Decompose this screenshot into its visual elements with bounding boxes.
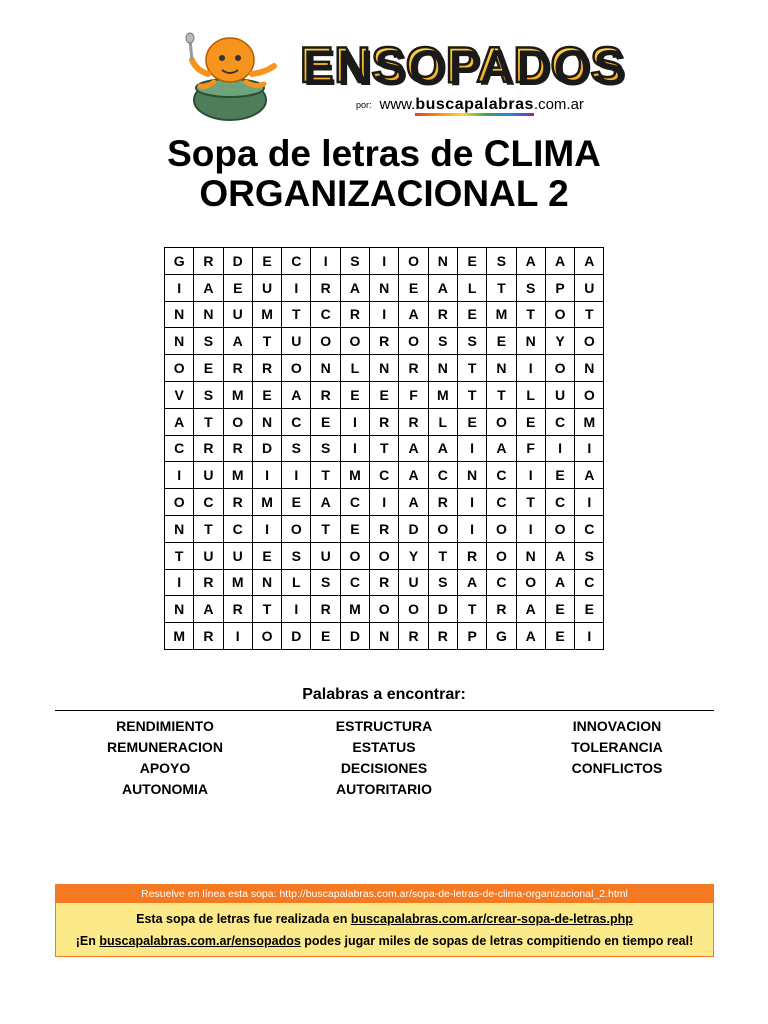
grid-cell: R xyxy=(457,542,486,569)
grid-cell: A xyxy=(516,596,545,623)
grid-cell: O xyxy=(399,248,428,275)
grid-cell: I xyxy=(516,355,545,382)
grid-cell: T xyxy=(457,381,486,408)
grid-cell: M xyxy=(340,462,369,489)
grid-cell: N xyxy=(370,355,399,382)
footer-body xyxy=(56,903,713,956)
word-item: ESTRUCTURA xyxy=(335,718,433,734)
grid-cell: C xyxy=(165,435,194,462)
word-item: RENDIMIENTO xyxy=(116,718,214,734)
grid-cell: M xyxy=(487,301,516,328)
grid-cell: E xyxy=(282,489,311,516)
grid-cell: E xyxy=(487,328,516,355)
word-column-1 xyxy=(55,716,275,800)
header xyxy=(0,0,768,130)
grid-cell: U xyxy=(399,569,428,596)
grid-cell: A xyxy=(545,248,574,275)
grid-cell: I xyxy=(545,435,574,462)
grid-cell: U xyxy=(575,274,604,301)
grid-cell: S xyxy=(516,274,545,301)
grid-cell: A xyxy=(516,623,545,650)
grid-cell: A xyxy=(428,274,457,301)
grid-cell: R xyxy=(428,301,457,328)
grid-cell: R xyxy=(370,408,399,435)
grid-cell: R xyxy=(428,623,457,650)
grid-cell: T xyxy=(516,489,545,516)
grid-cell: S xyxy=(282,542,311,569)
grid-cell: N xyxy=(487,355,516,382)
grid-cell: E xyxy=(311,623,340,650)
grid-cell: E xyxy=(545,596,574,623)
grid-cell: D xyxy=(223,248,252,275)
grid-cell: S xyxy=(428,328,457,355)
title-line-2: ORGANIZACIONAL 2 xyxy=(199,173,569,214)
footer-line-2-suffix: podes jugar miles de sopas de letras compitiendo en tiempo real! xyxy=(300,934,694,948)
grid-cell: O xyxy=(487,408,516,435)
grid-cell: U xyxy=(252,274,281,301)
grid-cell: T xyxy=(575,301,604,328)
word-item: TOLERANCIA xyxy=(571,739,663,755)
grid-cell: E xyxy=(575,596,604,623)
grid-cell: T xyxy=(165,542,194,569)
grid-cell: R xyxy=(194,623,223,650)
grid-cell: R xyxy=(370,569,399,596)
word-item: DECISIONES xyxy=(340,760,428,776)
grid-row xyxy=(165,381,604,408)
grid-cell: M xyxy=(340,596,369,623)
grid-cell: T xyxy=(516,301,545,328)
grid-cell: A xyxy=(194,274,223,301)
grid-cell: O xyxy=(545,301,574,328)
grid-cell: O xyxy=(516,569,545,596)
grid-cell: C xyxy=(545,489,574,516)
grid-cell: L xyxy=(340,355,369,382)
grid-cell: F xyxy=(516,435,545,462)
grid-cell: R xyxy=(194,569,223,596)
grid-cell: I xyxy=(165,462,194,489)
grid-cell: F xyxy=(399,381,428,408)
grid-cell: D xyxy=(340,623,369,650)
grid-cell: I xyxy=(516,515,545,542)
byline xyxy=(356,96,584,114)
grid-cell: S xyxy=(340,248,369,275)
word-item: AUTORITARIO xyxy=(336,781,432,797)
footer-line-1 xyxy=(56,908,713,930)
grid-row xyxy=(165,542,604,569)
grid-cell: T xyxy=(194,515,223,542)
grid-cell: O xyxy=(223,408,252,435)
online-solve-link[interactable]: Resuelve en línea esta sopa: http://buscapalabras.com.ar/sopa-de-letras-de-clima-organizacional_2.html xyxy=(56,885,713,903)
grid-cell: I xyxy=(457,489,486,516)
word-item: REMUNERACION xyxy=(107,739,223,755)
words-heading: Palabras a encontrar: xyxy=(302,686,466,703)
grid-row xyxy=(165,462,604,489)
grid-cell: L xyxy=(428,408,457,435)
grid-cell: M xyxy=(428,381,457,408)
grid-cell: G xyxy=(487,623,516,650)
grid-cell: R xyxy=(428,489,457,516)
grid-cell: O xyxy=(575,328,604,355)
grid-cell: N xyxy=(428,355,457,382)
grid-cell: S xyxy=(311,569,340,596)
grid-cell: I xyxy=(340,435,369,462)
grid-cell: I xyxy=(165,274,194,301)
grid-cell: E xyxy=(252,248,281,275)
grid-cell: M xyxy=(223,381,252,408)
grid-cell: A xyxy=(545,569,574,596)
grid-cell: I xyxy=(457,515,486,542)
grid-cell: O xyxy=(340,328,369,355)
footer-line-1-prefix: Esta sopa de letras fue realizada en xyxy=(136,912,351,926)
grid-cell: R xyxy=(487,596,516,623)
grid-cell: N xyxy=(165,596,194,623)
grid-cell: I xyxy=(370,489,399,516)
grid-cell: R xyxy=(223,435,252,462)
grid-cell: R xyxy=(311,596,340,623)
grid-cell: A xyxy=(545,542,574,569)
grid-cell: C xyxy=(575,569,604,596)
brand-logo xyxy=(300,36,625,94)
footer-line-2-prefix: ¡En xyxy=(75,934,100,948)
grid-cell: N xyxy=(516,328,545,355)
grid-cell: O xyxy=(370,542,399,569)
grid-cell: O xyxy=(282,515,311,542)
grid-cell: R xyxy=(223,596,252,623)
grid-cell: T xyxy=(311,515,340,542)
grid-cell: A xyxy=(399,462,428,489)
grid-cell: I xyxy=(340,408,369,435)
divider xyxy=(55,710,714,711)
grid-cell: G xyxy=(165,248,194,275)
grid-cell: N xyxy=(165,328,194,355)
grid-cell: E xyxy=(252,381,281,408)
grid-cell: P xyxy=(545,274,574,301)
grid-cell: U xyxy=(545,381,574,408)
grid-cell: V xyxy=(165,381,194,408)
grid-cell: A xyxy=(282,381,311,408)
grid-cell: T xyxy=(487,274,516,301)
grid-cell: T xyxy=(194,408,223,435)
brand-name: ENSOPADOS xyxy=(300,37,625,93)
grid-cell: D xyxy=(399,515,428,542)
grid-cell: I xyxy=(575,623,604,650)
grid-cell: E xyxy=(311,408,340,435)
word-column-2 xyxy=(274,716,494,800)
grid-cell: S xyxy=(575,542,604,569)
grid-row xyxy=(165,569,604,596)
word-item: INNOVACION xyxy=(572,718,662,734)
word-item: ESTATUS xyxy=(352,739,416,755)
grid-cell: E xyxy=(194,355,223,382)
grid-cell: I xyxy=(370,301,399,328)
grid-cell: I xyxy=(165,569,194,596)
grid-cell: N xyxy=(370,274,399,301)
grid-cell: S xyxy=(194,381,223,408)
grid-cell: S xyxy=(194,328,223,355)
grid-cell: M xyxy=(165,623,194,650)
grid-row xyxy=(165,515,604,542)
grid-cell: M xyxy=(223,462,252,489)
grid-cell: I xyxy=(575,435,604,462)
grid-cell: S xyxy=(457,328,486,355)
grid-cell: I xyxy=(575,489,604,516)
grid-cell: T xyxy=(311,462,340,489)
grid-row xyxy=(165,623,604,650)
grid-row xyxy=(165,355,604,382)
grid-cell: A xyxy=(194,596,223,623)
grid-cell: O xyxy=(545,515,574,542)
grid-cell: E xyxy=(516,408,545,435)
grid-cell: M xyxy=(252,489,281,516)
grid-cell: E xyxy=(340,381,369,408)
grid-cell: I xyxy=(370,248,399,275)
grid-cell: N xyxy=(194,301,223,328)
grid-cell: A xyxy=(165,408,194,435)
grid-cell: S xyxy=(282,435,311,462)
grid-cell: E xyxy=(223,274,252,301)
grid-cell: E xyxy=(457,248,486,275)
grid-cell: C xyxy=(487,489,516,516)
grid-cell: O xyxy=(399,328,428,355)
byline-www: www. xyxy=(379,96,416,113)
grid-cell: R xyxy=(311,274,340,301)
footer-line-2 xyxy=(56,930,713,952)
grid-cell: O xyxy=(487,542,516,569)
grid-cell: R xyxy=(399,408,428,435)
grid-cell: Y xyxy=(399,542,428,569)
grid-cell: M xyxy=(252,301,281,328)
grid-cell: N xyxy=(252,569,281,596)
grid-cell: U xyxy=(223,542,252,569)
grid-cell: T xyxy=(252,596,281,623)
grid-cell: D xyxy=(282,623,311,650)
byline-tld: .com.ar xyxy=(533,96,584,113)
grid-cell: O xyxy=(311,328,340,355)
word-column-3 xyxy=(507,716,727,779)
grid-cell: A xyxy=(399,489,428,516)
title-line-1: Sopa de letras de CLIMA xyxy=(167,133,601,174)
grid-cell: A xyxy=(575,248,604,275)
grid-cell: O xyxy=(487,515,516,542)
grid-row xyxy=(165,435,604,462)
byline-prefix: por: xyxy=(356,100,372,111)
grid-cell: E xyxy=(340,515,369,542)
grid-cell: C xyxy=(340,569,369,596)
grid-cell: I xyxy=(516,462,545,489)
word-item: APOYO xyxy=(139,760,191,776)
grid-cell: T xyxy=(487,381,516,408)
grid-cell: P xyxy=(457,623,486,650)
grid-cell: T xyxy=(282,301,311,328)
grid-cell: C xyxy=(340,489,369,516)
grid-cell: R xyxy=(311,381,340,408)
page-title xyxy=(0,134,768,214)
grid-cell: O xyxy=(370,596,399,623)
grid-row xyxy=(165,274,604,301)
grid-cell: E xyxy=(457,408,486,435)
grid-cell: T xyxy=(428,542,457,569)
grid-cell: I xyxy=(457,435,486,462)
grid-cell: T xyxy=(370,435,399,462)
grid-cell: N xyxy=(311,355,340,382)
grid-cell: I xyxy=(311,248,340,275)
grid-cell: E xyxy=(545,623,574,650)
grid-cell: A xyxy=(223,328,252,355)
grid-cell: A xyxy=(457,569,486,596)
grid-cell: N xyxy=(428,248,457,275)
grid-cell: I xyxy=(252,462,281,489)
grid-cell: S xyxy=(428,569,457,596)
grid-cell: O xyxy=(575,381,604,408)
grid-row xyxy=(165,328,604,355)
grid-cell: E xyxy=(399,274,428,301)
grid-cell: C xyxy=(545,408,574,435)
octopus-pot-mascot-icon xyxy=(178,30,288,122)
grid-cell: D xyxy=(428,596,457,623)
grid-cell: Y xyxy=(545,328,574,355)
grid-cell: R xyxy=(370,328,399,355)
letter-grid xyxy=(164,247,604,650)
grid-row xyxy=(165,248,604,275)
grid-cell: E xyxy=(457,301,486,328)
grid-cell: C xyxy=(487,462,516,489)
grid-row xyxy=(165,596,604,623)
grid-cell: R xyxy=(252,355,281,382)
grid-row xyxy=(165,489,604,516)
grid-cell: A xyxy=(399,435,428,462)
grid-cell: N xyxy=(370,623,399,650)
grid-cell: T xyxy=(457,596,486,623)
grid-cell: R xyxy=(370,515,399,542)
grid-cell: O xyxy=(545,355,574,382)
grid-cell: R xyxy=(223,355,252,382)
grid-cell: U xyxy=(194,462,223,489)
create-puzzle-link[interactable]: buscapalabras.com.ar/crear-sopa-de-letras.php xyxy=(350,912,633,926)
grid-cell: R xyxy=(399,623,428,650)
grid-cell: N xyxy=(575,355,604,382)
grid-cell: D xyxy=(252,435,281,462)
grid-cell: I xyxy=(282,274,311,301)
grid-cell: C xyxy=(282,248,311,275)
grid-cell: S xyxy=(487,248,516,275)
grid-row xyxy=(165,408,604,435)
grid-cell: I xyxy=(282,462,311,489)
grid-cell: N xyxy=(252,408,281,435)
grid-cell: E xyxy=(252,542,281,569)
grid-cell: I xyxy=(223,623,252,650)
grid-cell: O xyxy=(165,355,194,382)
grid-cell: I xyxy=(252,515,281,542)
grid-cell: S xyxy=(311,435,340,462)
grid-cell: M xyxy=(223,569,252,596)
grid-cell: N xyxy=(165,515,194,542)
grid-cell: C xyxy=(575,515,604,542)
grid-cell: C xyxy=(311,301,340,328)
grid-cell: A xyxy=(399,301,428,328)
grid-cell: A xyxy=(487,435,516,462)
grid-cell: A xyxy=(311,489,340,516)
grid-cell: O xyxy=(428,515,457,542)
grid-cell: O xyxy=(340,542,369,569)
grid-cell: E xyxy=(370,381,399,408)
grid-cell: O xyxy=(252,623,281,650)
grid-cell: O xyxy=(165,489,194,516)
grid-cell: C xyxy=(487,569,516,596)
grid-cell: E xyxy=(545,462,574,489)
grid-cell: C xyxy=(194,489,223,516)
grid-cell: U xyxy=(223,301,252,328)
grid-cell: T xyxy=(457,355,486,382)
grid-cell: R xyxy=(194,435,223,462)
grid-cell: R xyxy=(223,489,252,516)
grid-cell: A xyxy=(575,462,604,489)
grid-cell: N xyxy=(165,301,194,328)
grid-cell: C xyxy=(428,462,457,489)
grid-cell: L xyxy=(282,569,311,596)
grid-cell: C xyxy=(282,408,311,435)
grid-cell: M xyxy=(575,408,604,435)
grid-cell: N xyxy=(516,542,545,569)
grid-cell: C xyxy=(223,515,252,542)
grid-cell: I xyxy=(282,596,311,623)
byline-site: buscapalabras xyxy=(415,96,534,116)
word-item: CONFLICTOS xyxy=(571,760,663,776)
grid-row xyxy=(165,301,604,328)
grid-cell: A xyxy=(516,248,545,275)
grid-cell: L xyxy=(457,274,486,301)
grid-cell: A xyxy=(428,435,457,462)
ensopados-link[interactable]: buscapalabras.com.ar/ensopados xyxy=(99,934,301,948)
grid-cell: R xyxy=(340,301,369,328)
grid-cell: U xyxy=(311,542,340,569)
grid-cell: A xyxy=(340,274,369,301)
footer-box xyxy=(55,884,714,957)
grid-cell: R xyxy=(194,248,223,275)
word-item: AUTONOMIA xyxy=(121,781,209,797)
grid-cell: C xyxy=(370,462,399,489)
grid-cell: L xyxy=(516,381,545,408)
grid-cell: R xyxy=(399,355,428,382)
grid-cell: U xyxy=(194,542,223,569)
grid-cell: O xyxy=(399,596,428,623)
grid-cell: O xyxy=(282,355,311,382)
grid-cell: T xyxy=(252,328,281,355)
grid-cell: N xyxy=(457,462,486,489)
grid-cell: U xyxy=(282,328,311,355)
